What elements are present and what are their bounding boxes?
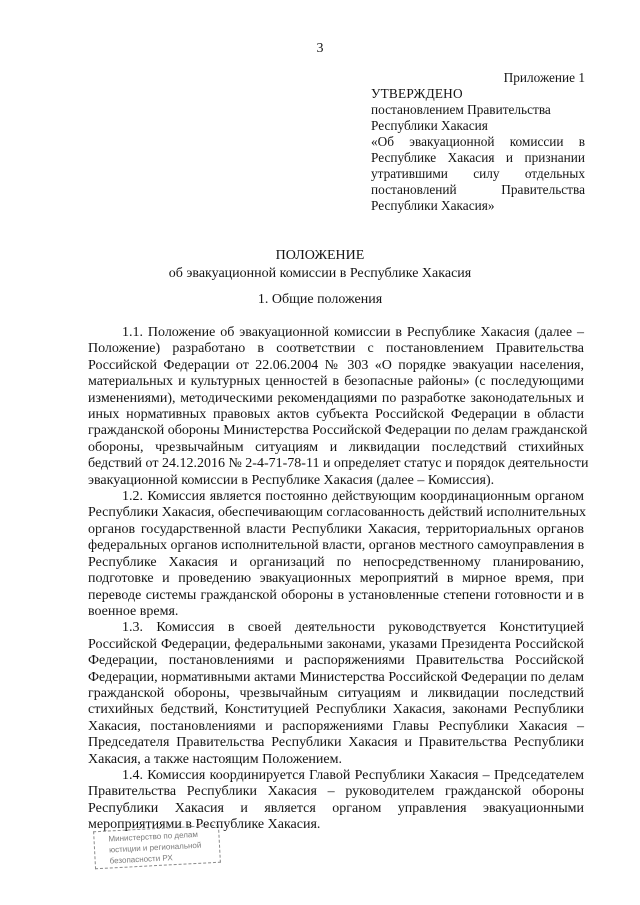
body-line: Республики Хакасия, обеспечивающим согласованность действий исполнительных [88, 505, 587, 521]
approval-line: Республике Хакасия и признании [371, 150, 585, 165]
body-line: Федерации, нормативными актами Министерства Российской Федерации по делам [88, 669, 584, 685]
body-line: гражданской обороны Министерства Российской Федерации по делам гражданской [88, 423, 588, 439]
body-text [88, 325, 589, 834]
approved-label: УТВЕРЖДЕНО [371, 86, 463, 101]
approval-block [371, 70, 585, 214]
body-line: гражданской обороны, чрезвычайным ситуациям и ликвидации последствий [88, 685, 584, 701]
body-line: 1.3. Комиссия в своей деятельности руководствуется Конституцией [122, 620, 584, 636]
body-line: обороны, чрезвычайным ситуациям и ликвидации последствий стихийных [88, 439, 584, 455]
body-line: Федерации, постановлениями и распоряжениями Правительства Российской [88, 653, 584, 669]
stamp-line: юстиции и региональной [108, 840, 202, 855]
body-line: эвакуационной комиссии в Республике Хакасия (далее – Комиссия). [88, 472, 495, 488]
body-line: иных нормативных правовых актов субъекта Российской Федерации в области [88, 407, 584, 423]
annex-label: Приложение 1 [503, 70, 585, 85]
body-line: бедствий от 24.12.2016 № 2-4-71-78-11 и определяет статус и порядок деятельности [88, 456, 589, 472]
body-line: органов государственной власти Республики Хакасия, территориальных органов [88, 521, 584, 537]
body-line: 1.1. Положение об эвакуационной комиссии в Республике Хакасия (далее – [122, 325, 584, 340]
approval-line: постановлений Правительства [371, 182, 585, 197]
body-line: 1.4. Комиссия координируется Главой Республики Хакасия – Председателем [122, 767, 584, 783]
body-line: Республики Хакасия и является органом управления эвакуационными [88, 800, 584, 816]
page-number: 3 [316, 41, 324, 56]
body-line: подготовке и проведению эвакуационных мероприятий в мирное время, при [88, 571, 584, 587]
body-line: федеральных органов исполнительной власти, органов местного самоуправления в [88, 538, 585, 554]
body-line: переводе системы гражданской обороны в установленные степени готовности и в [88, 587, 584, 603]
approval-line: Республики Хакасия» [371, 198, 495, 213]
body-line: Российской Федерации от 22.06.2004 № 303 «О порядке эвакуации населения, [88, 357, 584, 373]
approval-line: постановлением Правительства [371, 102, 551, 117]
body-line: 1.2. Комиссия является постоянно действующим координационным органом [122, 489, 584, 505]
body-line: Российской Федерации, федеральными законами, указами Президента Российской [88, 636, 584, 652]
approval-line: Республики Хакасия [371, 118, 488, 133]
body-line: Республике Хакасия и организаций по непосредственному планированию, [88, 554, 584, 570]
title-heading: ПОЛОЖЕНИЕ [275, 248, 365, 263]
body-line: материальных и культурных ценностей в безопасные районы» (с последующими [88, 374, 584, 390]
registration-stamp [93, 825, 221, 870]
body-line: Председателя Правительства Республики Хакасия и Правительства Республики [88, 735, 584, 751]
body-line: изменениями), методическими рекомендациями по разработке законодательных и [88, 390, 584, 406]
body-line: Хакасия, постановлениями и распоряжениями Главы Республики Хакасия – [88, 718, 584, 734]
body-line: Правительства Республики Хакасия – руководителем гражданской обороны [88, 784, 584, 800]
stamp-line: Министерство по делам [108, 829, 199, 844]
section-heading: 1. Общие положения [257, 292, 383, 307]
approval-line: «Об эвакуационной комиссии в [371, 134, 585, 149]
title-subheading: об эвакуационной комиссии в Республике Хакасия [168, 266, 472, 281]
approval-line: утратившими силу отдельных [371, 166, 585, 181]
body-line: стихийных бедствий, Конституцией Республики Хакасия, законами Республики [88, 702, 584, 718]
stamp-line: безопасности РХ [109, 853, 173, 866]
body-line: мероприятиями в Республике Хакасия. [88, 817, 321, 833]
body-line: Хакасия, а также настоящим Положением. [88, 751, 342, 767]
body-line: Положение) разработано в соответствии с постановлением Правительства [88, 341, 584, 357]
document-title [0, 247, 640, 283]
body-line: военное время. [88, 603, 179, 619]
